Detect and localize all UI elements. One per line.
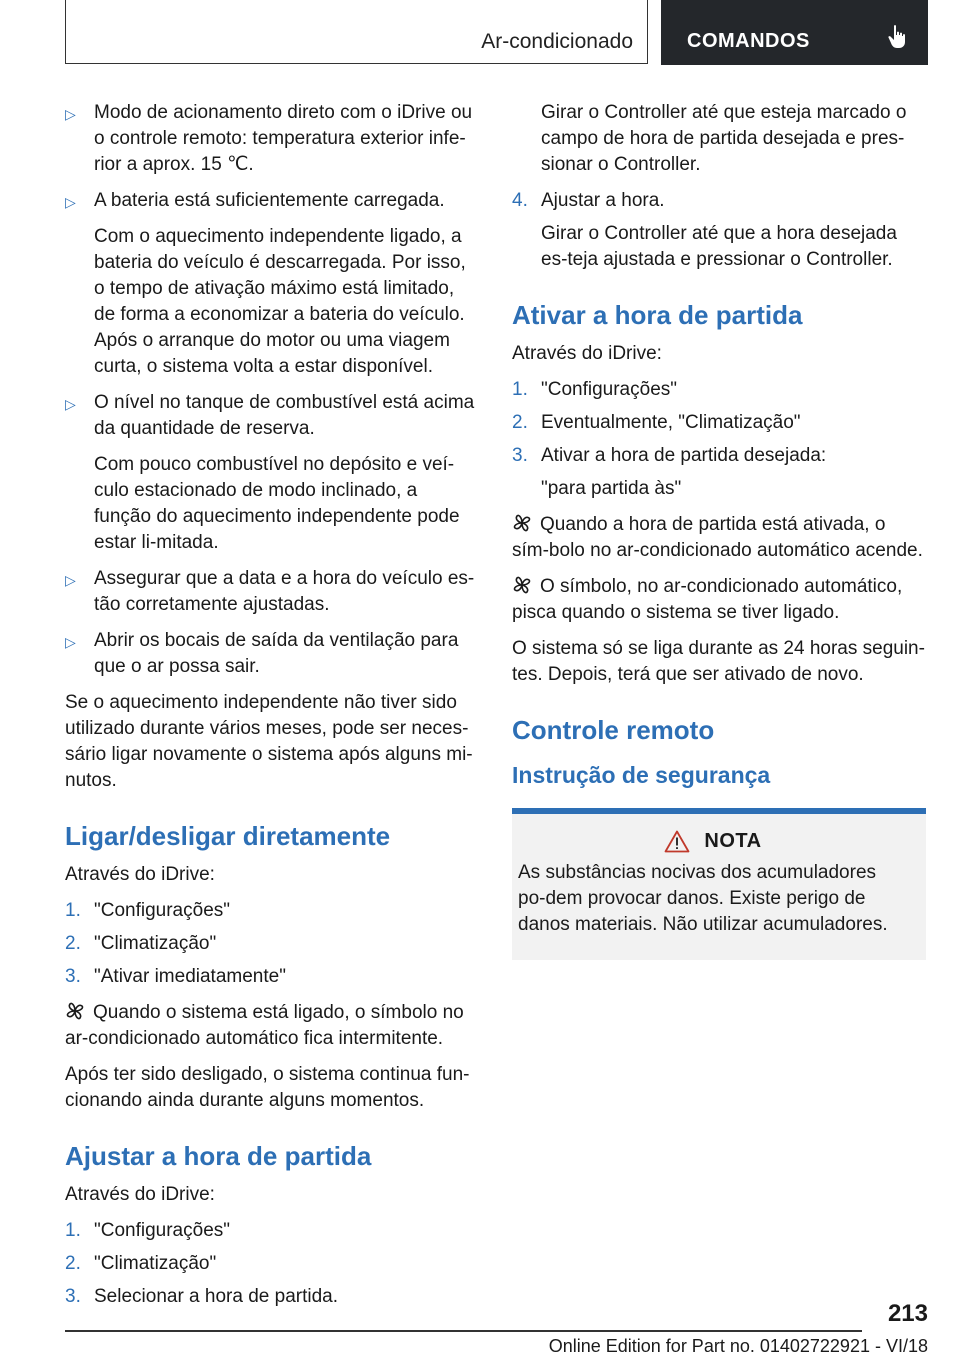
heading-ativar-hora: Ativar a hora de partida (512, 300, 803, 330)
step-text: Selecionar a hora de partida. (94, 1286, 338, 1307)
step-number: 3. (512, 445, 528, 466)
note-box (512, 808, 926, 960)
note-header (518, 828, 908, 854)
step-item (65, 964, 479, 990)
fan-symbol-paragraph (512, 574, 926, 626)
bullet-continuation: Com o aquecimento independente ligado, a bateria do veículo é descarregada. Por isso, o tempo de ativação máximo está limitado, de forma a economizar a bateria do veículo. Após o arranque do motor ou uma viagem curta, o sistema volta a estar disponível. (94, 226, 466, 377)
step-continuation: Girar o Controller até que esteja marcado o campo de hora de partida desejada e pres‐sionar o Controller. (541, 102, 907, 175)
section-tab (65, 0, 648, 64)
via-idrive-label: Através do iDrive: (65, 1184, 215, 1205)
right-column (512, 100, 926, 960)
bullet-continuation: Com pouco combustível no depósito e veí‐culo estacionado de modo inclinado, a função do aquecimento independente pode estar li‐mitada. (94, 454, 460, 553)
step-text: "Configurações" (541, 379, 678, 400)
fan-symbol-text: O símbolo, no ar-condicionado automático, pisca quando o sistema se tiver ligado. (512, 576, 903, 623)
paragraph: O sistema só se liga durante as 24 horas seguin‐tes. Depois, terá que ser ativado de novo. (512, 638, 925, 685)
bullet-text: Modo de acionamento direto com o iDrive ou o controle remoto: temperatura exterior infe‐rior a aprox. 15 ℃. (94, 102, 473, 175)
step-item (512, 188, 926, 214)
bullet-triangle-icon: ▷ (65, 572, 76, 588)
bullet-triangle-icon: ▷ (65, 634, 76, 650)
step-number: 2. (65, 1253, 81, 1274)
bullet-triangle-icon: ▷ (65, 106, 76, 122)
step-text: "Ativar imediatamente" (94, 966, 286, 987)
bullet-item (65, 188, 479, 214)
footer-edition: Online Edition for Part no. 01402722921 - VI/18 (548, 1336, 928, 1356)
bullet-text: Assegurar que a data e a hora do veículo es‐tão corretamente ajustadas. (94, 568, 475, 615)
footer-divider (65, 1330, 862, 1332)
bullet-triangle-icon: ▷ (65, 396, 76, 412)
page-number: 213 (887, 1300, 928, 1327)
step-number: 4. (512, 190, 528, 211)
paragraph: Se o aquecimento independente não tiver sido utilizado durante vários meses, pode ser neces‐sário ligar novamente o sistema após alguns mi‐nutos. (65, 692, 473, 791)
warning-triangle-icon (664, 830, 690, 853)
fan-symbol-text: Quando o sistema está ligado, o símbolo no ar-condicionado automático fica intermitente. (65, 1002, 464, 1049)
step-number: 2. (512, 412, 528, 433)
fan-symbol-paragraph (512, 512, 926, 564)
step-item (65, 898, 479, 924)
left-column (65, 100, 479, 1317)
heading-instrucao-seguranca: Instrução de segurança (512, 762, 771, 788)
step-text: Eventualmente, "Climatização" (541, 412, 801, 433)
fan-icon (65, 1001, 85, 1021)
heading-controle-remoto: Controle remoto (512, 715, 715, 745)
step-text: Ajustar a hora. (541, 190, 665, 211)
chapter-title: COMANDOS (687, 30, 810, 52)
bullet-triangle-icon: ▷ (65, 194, 76, 210)
step-item (512, 377, 926, 403)
note-title: NOTA (704, 830, 762, 852)
step-item (65, 1284, 479, 1310)
step-number: 2. (65, 933, 81, 954)
step-text: "Climatização" (94, 933, 217, 954)
note-text: As substâncias nocivas dos acumuladores po‐dem provocar danos. Existe perigo de danos materiais. Não utilizar acumuladores. (518, 862, 888, 935)
step-item (65, 1251, 479, 1277)
bullet-item (65, 566, 479, 618)
step-number: 1. (65, 1220, 81, 1241)
step-number: 1. (512, 379, 528, 400)
step-item (512, 410, 926, 436)
step-number: 3. (65, 966, 81, 987)
step-number: 3. (65, 1286, 81, 1307)
step-continuation: Girar o Controller até que a hora desejada es‐teja ajustada e pressionar o Controller. (541, 223, 897, 270)
bullet-item (65, 628, 479, 680)
step-number: 1. (65, 900, 81, 921)
heading-ajustar-hora: Ajustar a hora de partida (65, 1141, 372, 1171)
section-title: Ar-condicionado (481, 30, 633, 53)
step-text: "Configurações" (94, 900, 231, 921)
fan-icon (512, 575, 532, 595)
step-text: Ativar a hora de partida desejada: (541, 445, 827, 466)
page-header (65, 0, 928, 65)
fan-symbol-paragraph (65, 1000, 479, 1052)
paragraph: Após ter sido desligado, o sistema continua fun‐cionando ainda durante alguns momentos. (65, 1064, 470, 1111)
via-idrive-label: Através do iDrive: (65, 864, 215, 885)
bullet-text: O nível no tanque de combustível está acima da quantidade de reserva. (94, 392, 475, 439)
step-item (512, 443, 926, 469)
step-item (65, 1218, 479, 1244)
fan-symbol-text: Quando a hora de partida está ativada, o sím‐bolo no ar-condicionado automático acende. (512, 514, 923, 561)
bullet-text: A bateria está suficientemente carregada. (94, 190, 445, 211)
step-text: "Configurações" (94, 1220, 231, 1241)
hand-pointer-icon (887, 24, 909, 50)
step-continuation: "para partida às" (541, 478, 682, 499)
via-idrive-label: Através do iDrive: (512, 343, 662, 364)
chapter-tab (661, 0, 928, 65)
step-text: "Climatização" (94, 1253, 217, 1274)
bullet-item (65, 100, 479, 178)
step-item (65, 931, 479, 957)
bullet-item (65, 390, 479, 442)
heading-ligar-desligar: Ligar/desligar diretamente (65, 821, 391, 851)
bullet-text: Abrir os bocais de saída da ventilação para que o ar possa sair. (94, 630, 459, 677)
fan-icon (512, 513, 532, 533)
